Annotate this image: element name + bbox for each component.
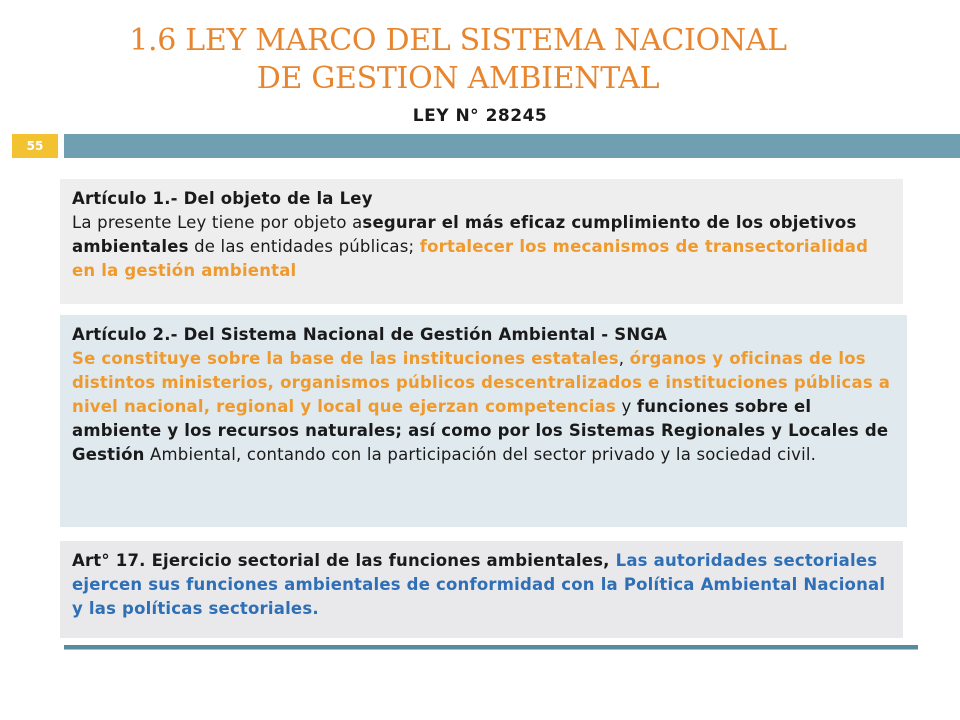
article-1-body (72, 211, 891, 283)
page-number-badge: 55 (12, 134, 58, 158)
article-2-text-5: funciones sobre el ambiente y los recursos naturales; así como por los Sistemas Regionales y Locales de Gestión (72, 397, 889, 464)
footer-divider (64, 645, 918, 650)
article-17-heading: Art° 17. Ejercicio sectorial de las funciones ambientales, (72, 551, 616, 570)
article-2-text-3: órganos y oficinas de los distintos ministerios, organismos públicos descentralizados e instituciones públicas a nivel nacional, regional y local que ejerzan competencias (72, 349, 891, 416)
article-2-heading: Artículo 2.- Del Sistema Nacional de Gestión Ambiental - SNGA (72, 325, 668, 344)
article-2-text-6: Ambiental, contando con la participación del sector privado y la sociedad civil. (144, 445, 817, 464)
article-1-box (60, 179, 903, 304)
article-1-text-1: La presente Ley tiene por objeto a (72, 213, 363, 232)
article-17-box (60, 541, 903, 638)
article-1-text-3: de las entidades públicas; (188, 237, 420, 256)
page-title (0, 22, 916, 98)
article-2-text-1: Se constituye sobre la base de las instituciones estatales (72, 349, 619, 368)
article-2-text-2: , (618, 349, 630, 368)
law-number: LEY N° 28245 (412, 106, 548, 126)
title-line-2: DE GESTION AMBIENTAL (256, 61, 660, 96)
header-bar (64, 134, 960, 158)
article-2-body (72, 347, 895, 467)
article-17-text-1: Las autoridades sectoriales ejercen sus funciones ambientales de conformidad con la Política Ambiental Nacional y las políticas sectoriales. (72, 551, 886, 618)
article-1-text-4: fortalecer los mecanismos de transectorialidad en la gestión ambiental (72, 237, 869, 280)
article-1-heading: Artículo 1.- Del objeto de la Ley (72, 189, 373, 208)
article-17-body (72, 549, 891, 621)
title-line-1: 1.6 LEY MARCO DEL SISTEMA NACIONAL (129, 23, 787, 58)
article-2-text-4: y (616, 397, 637, 416)
article-1-text-2: segurar el más eficaz cumplimiento de los objetivos ambientales (72, 213, 857, 256)
article-2-box (60, 315, 907, 527)
